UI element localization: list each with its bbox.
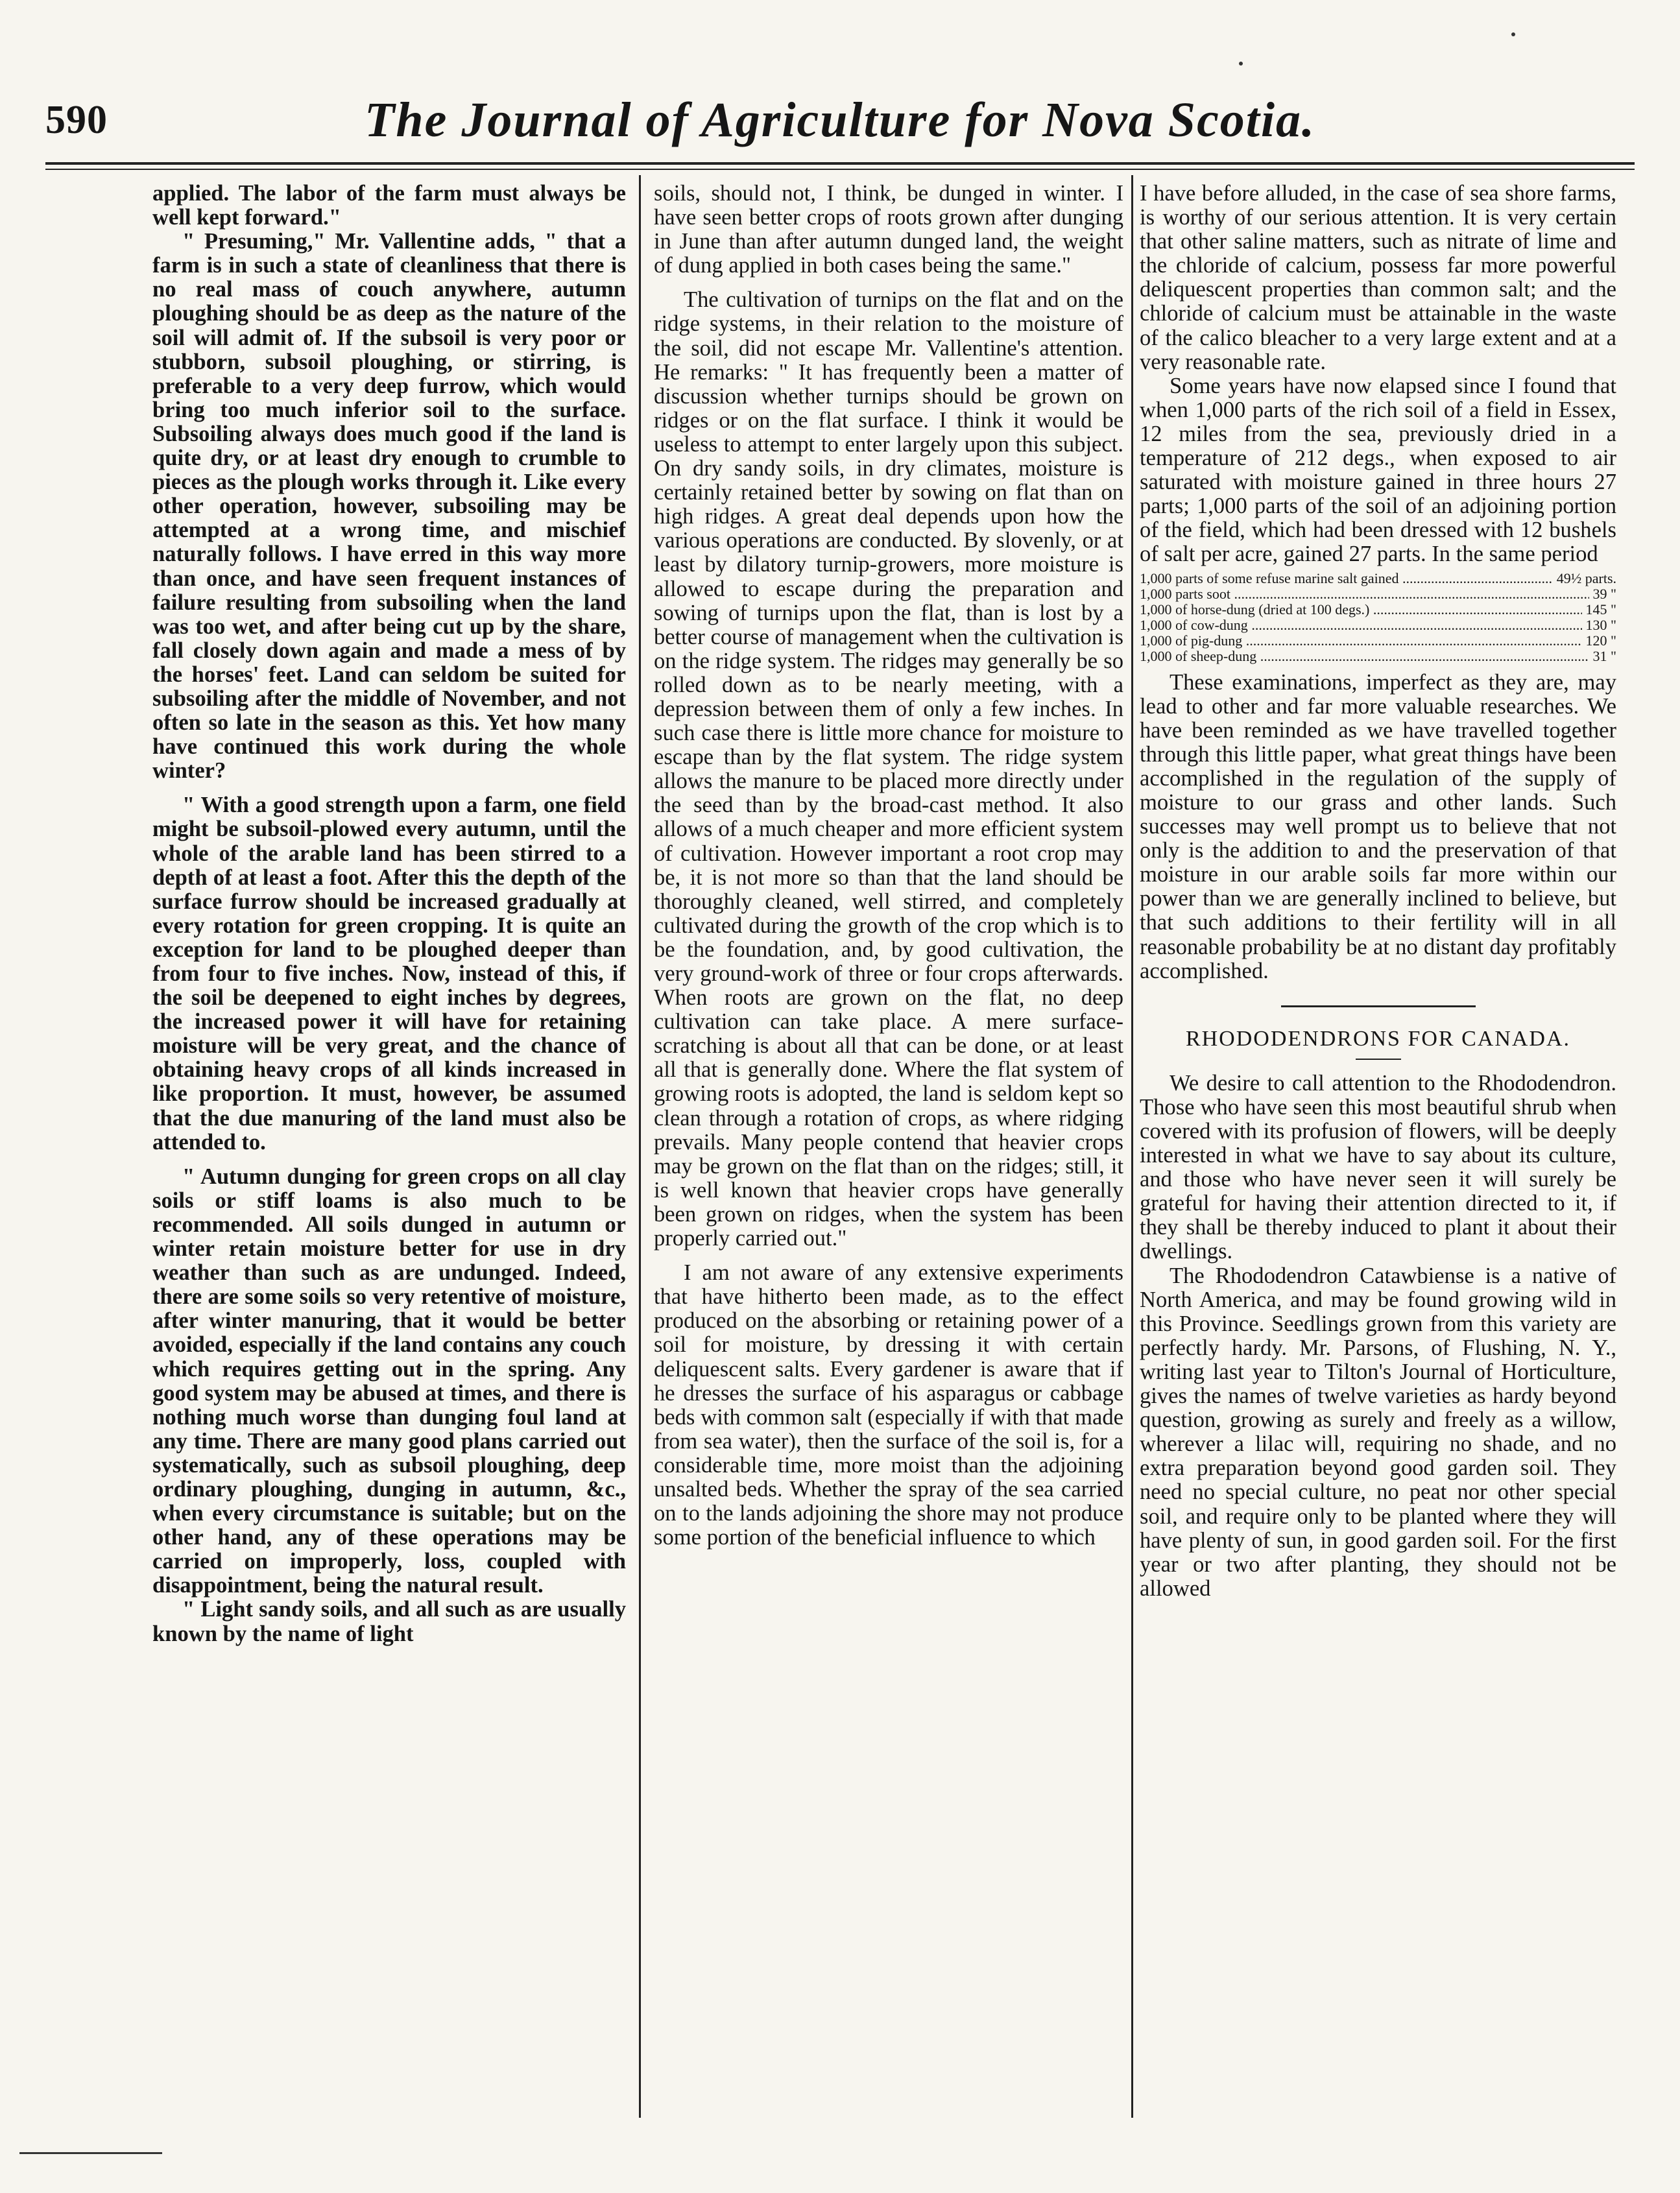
- section-heading: RHODODENDRONS FOR CANADA.: [1185, 1026, 1571, 1051]
- paragraph: " With a good strength upon a farm, one field might be subsoil-plowed every autumn, until the whole of the arable land has been stirred to a depth of at least a foot. After this the depth of the surface furrow should be increased gradually at every rotation for green cropping. It is quite an exception for land to be ploughed deeper than from four to five inches. Now, instead of this, if the soil be deepened to eight inches by degrees, the increased power it will have for retaining moisture will be very great, and the chance of obtaining heavy crops of all kinds increased in like proportion. It must, however, be assumed that the due manuring of the land must also be attended to.: [152, 793, 626, 1155]
- absorption-table: [1140, 571, 1616, 664]
- print-speck: [1239, 62, 1243, 66]
- table-value: 31 ": [1592, 648, 1616, 664]
- print-speck: [1511, 32, 1515, 36]
- table-label: 1,000 of horse-dung (dried at 100 degs.) .....: [1140, 602, 1582, 617]
- paragraph: soils, should not, I think, be dunged in winter. I have seen better crops of roots grown after dunging in June than after autumn dunged land, the weight of dung applied in both cases being the same.": [654, 182, 1123, 278]
- table-value: 145 ": [1585, 601, 1616, 617]
- header-rule-thin: [45, 169, 1635, 170]
- paragraph: I am not aware of any extensive experiments that have hitherto been made, as to the effect produced on the absorbing or retaining power of a soil for moisture, by dressing it with certain deliquescent salts. Every gardener is aware that if he dresses the surface of his asparagus or cabbage beds with common salt (especially if with that made from sea water), then the surface of the soil is, for a considerable time, more moist than the adjoining unsalted beds. Whether the spray of the sea carried on to the lands adjoining the shore may not produce some portion of the beneficial influence to which: [654, 1260, 1123, 1550]
- column-3: [1140, 182, 1616, 2127]
- paragraph: " Autumn dunging for green crops on all clay soils or stiff loams is also much to be recommended. All soils dunged in autumn or winter retain moisture better for use in dry weather than such as are undunged. Indeed, there are some soils so very retentive of moisture, after winter manuring, that it would be better avoided, especially if the land contains any couch which requires getting out in the spring. Any good system may be abused at times, and there is nothing much worse than dunging foul land at any time. There are many good plans carried out systematically, such as subsoil ploughing, deep ordinary ploughing, dunging in autumn, &c., when every circumstance is suitable; but on the other hand, any of these operations may be carried on improperly, loss, coupled with disappointment, being the natural result.: [152, 1164, 626, 1598]
- running-title: The Journal of Agriculture for Nova Scotia.: [364, 93, 1316, 147]
- paragraph: The Rhododendron Catawbiense is a native of North America, and may be found growing wild in this Province. Seedlings grown from this variety are perfectly hardy. Mr. Parsons, of Flushing, N. Y., writing last year to Tilton's Journal of Horticulture, gives the names of twelve varieties as hardy beyond question, growing as surely and freely as a willow, wherever a lilac will, requiring no shade, and no extra preparation beyond good garden soil. They need no special culture, no peat nor other special soil, and require only to be planted where they will have plenty of sun, in good garden soil. For the first year or two after planting, they should not be allowed: [1140, 1263, 1616, 1601]
- table-label: 1,000 of cow-dung .....: [1140, 617, 1582, 633]
- table-row: [1140, 586, 1616, 602]
- paragraph: We desire to call attention to the Rhododendron. Those who have seen this most beautiful shrub when covered with its profusion of flowers, will be deeply interested in what we have to say about its culture, and those who have never seen it will surely be grateful for having their attention directed to it, if they shall be thereby induced to plant it about their dwellings.: [1140, 1070, 1616, 1264]
- column-2: [654, 182, 1123, 2127]
- heading-rule: [1356, 1059, 1401, 1060]
- table-row: [1140, 602, 1616, 617]
- footer-rule: [19, 2152, 162, 2154]
- page-header: [45, 84, 1635, 162]
- paragraph: The cultivation of turnips on the flat and on the ridge systems, in their relation to the moisture of the soil, did not escape Mr. Vallentine's attention. He remarks: " It has frequently been a matter of discussion whether turnips should be grown on ridges or on the flat surface. I think it would be useless to attempt to enter largely upon this subject. On dry sandy soils, in dry climates, moisture is certainly retained better by sowing on flat than on high ridges. A great deal depends upon how the various operations are conducted. By slovenly, or at least by dilatory turnip-growers, more moisture is allowed to escape during the preparation and sowing of turnips upon the flat, than is lost by a better course of management when the cultivation is on the ridge system. The ridges may generally be so rolled down as to be nearly meeting, with a depression between them of only a few inches. In such case there is little more chance for moisture to escape than by the flat system. The ridge system allows the manure to be placed more directly under the seed than by the broad-cast method. It also allows of a much cheaper and more efficient system of cultivation. However important a root crop may be, it is not more so than that the land should be thoroughly cleaned, well stirred, and completely cultivated during the growth of the crop which is to be the foundation, and, by good cultivation, the very ground-work of three or four crops afterwards. When roots are grown on the flat, no deep cultivation can take place. A mere surface-scratching is about all that can be done, or at least all that is generally done. Where the flat system of growing roots is adopted, the land is seldom kept so clean through a rotation of crops, as where ridging prevails. Many people contend that heavier crops may be grown on the flat than on the ridges; still, it is well known that heavier crops have generally been grown on ridges, when the system has been properly carried out.": [654, 287, 1123, 1251]
- table-label: 1,000 parts of some refuse marine salt gained .....: [1140, 571, 1553, 586]
- table-label: 1,000 of pig-dung .....: [1140, 633, 1582, 649]
- table-label: 1,000 of sheep-dung .....: [1140, 649, 1589, 664]
- section-separator: [1281, 1005, 1476, 1007]
- paragraph: These examinations, imperfect as they are, may lead to other and far more valuable researches. We have been reminded as we have travelled together through this little paper, what great things have been accomplished in the regulation of the supply of moisture to our grass and other lands. Such successes may well prompt us to believe that not only is the addition to and the preservation of that moisture in our arable soils far more within our power than we are generally inclined to believe, but that such additions to their fertility will in all reasonable probability be at no distant day profitably accomplished.: [1140, 669, 1616, 983]
- table-value: 130 ": [1585, 617, 1616, 633]
- table-value: 120 ": [1585, 632, 1616, 649]
- table-label: 1,000 parts soot .....: [1140, 586, 1589, 602]
- paragraph: Some years have now elapsed since I found that when 1,000 parts of the rich soil of a field in Essex, 12 miles from the sea, previously dried in a temperature of 212 degs., when exposed to air saturated with moisture gained in three hours 27 parts; 1,000 parts of the soil of an adjoining portion of the field, which had been dressed with 12 bushels of salt per acre, gained 27 parts. In the same period: [1140, 373, 1616, 567]
- table-row: [1140, 633, 1616, 649]
- column-divider: [1131, 175, 1133, 2118]
- table-row: [1140, 617, 1616, 633]
- table-value: 39 ": [1592, 586, 1616, 602]
- paragraph: I have before alluded, in the case of sea shore farms, is worthy of our serious attention. It is very certain that other saline matters, such as nitrate of lime and the chloride of calcium, possess far more powerful deliquescent properties than common salt; and the chloride of calcium must be attainable in the waste of the calico bleacher to a very large extent and at a very reasonable rate.: [1140, 182, 1616, 374]
- paragraph: " Light sandy soils, and all such as are usually known by the name of light: [152, 1597, 626, 1646]
- column-1: [152, 182, 626, 2127]
- header-rule: [45, 162, 1635, 165]
- paragraph: applied. The labor of the farm must always be well kept forward.": [152, 182, 626, 230]
- table-row: [1140, 571, 1616, 586]
- page-number: 590: [45, 98, 108, 142]
- column-divider: [639, 175, 641, 2118]
- table-row: [1140, 649, 1616, 664]
- paragraph: " Presuming," Mr. Vallentine adds, " that a farm is in such a state of cleanliness that there is no real mass of couch anywhere, autumn ploughing should be as deep as the nature of the soil will admit of. If the subsoil is very poor or stubborn, subsoil ploughing, or stirring, is preferable to a very deep furrow, which would bring too much inferior soil to the surface. Subsoiling always does much good if the land is quite dry, or at least dry enough to crumble to pieces as the plough works through it. Like every other operation, however, subsoiling may be attempted at a wrong time, and mischief naturally follows. I have erred in this way more than once, and have seen frequent instances of failure resulting from subsoiling when the land was too wet, and after being cut up by the share, fall closely down again and made a mess of by the horses' feet. Land can seldom be suited for subsoiling after the middle of November, and not often so late in the season as this. Yet how many have continued this work during the whole winter?: [152, 229, 626, 784]
- table-value: 49½ parts.: [1556, 570, 1616, 586]
